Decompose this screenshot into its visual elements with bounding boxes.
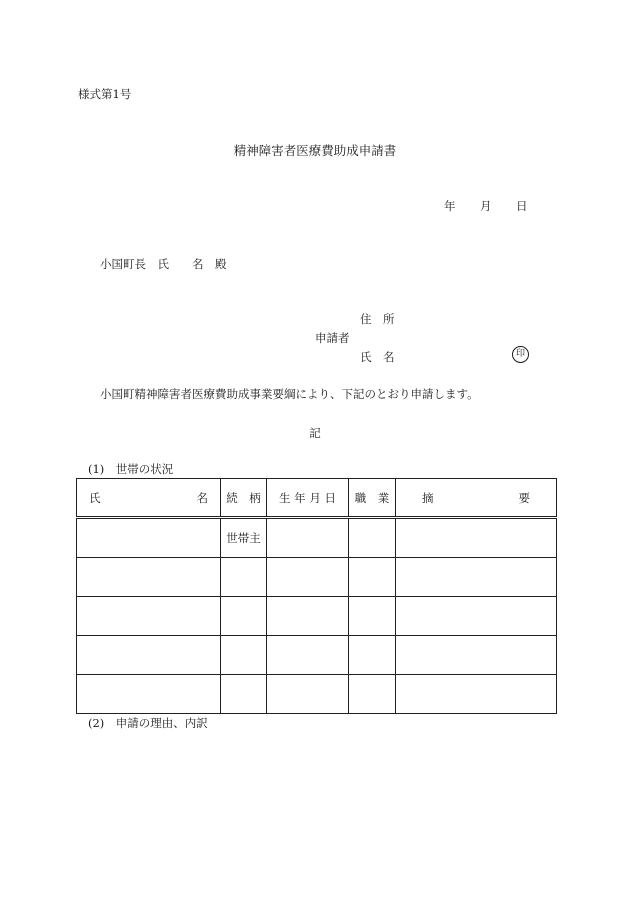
date-month-label: 月: [480, 199, 492, 213]
table-row: [77, 597, 557, 636]
cell-name[interactable]: [77, 636, 221, 675]
cell-name[interactable]: [77, 558, 221, 597]
cell-occupation[interactable]: [349, 675, 396, 714]
cell-occupation[interactable]: [349, 558, 396, 597]
cell-birthdate[interactable]: [267, 636, 349, 675]
table-row: [77, 675, 557, 714]
cell-relation[interactable]: 世帯主: [221, 518, 267, 558]
table-row: [77, 636, 557, 675]
cell-occupation[interactable]: [349, 597, 396, 636]
cell-birthdate[interactable]: [267, 518, 349, 558]
header-name-right: 名: [196, 490, 208, 505]
applicant-name-label: 氏 名: [360, 350, 395, 364]
section2-heading: (2) 申請の理由、内訳: [88, 716, 208, 730]
header-name-left: 氏: [89, 490, 101, 505]
header-remarks-left: 摘: [422, 490, 434, 505]
table-row: [77, 558, 557, 597]
form-number: 様式第1号: [78, 87, 132, 101]
cell-remarks[interactable]: [396, 675, 557, 714]
header-name: [77, 479, 221, 518]
cell-relation[interactable]: [221, 636, 267, 675]
header-occupation: 職 業: [349, 479, 396, 518]
cell-name[interactable]: [77, 518, 221, 558]
cell-name[interactable]: [77, 675, 221, 714]
cell-birthdate[interactable]: [267, 597, 349, 636]
seal-mark: 印: [512, 346, 529, 363]
cell-remarks[interactable]: [396, 597, 557, 636]
header-birthdate: 生 年 月 日: [267, 479, 349, 518]
cell-occupation[interactable]: [349, 518, 396, 558]
application-statement: 小国町精神障害者医療費助成事業要綱により、下記のとおり申請します。: [100, 387, 479, 401]
document-title: 精神障害者医療費助成申請書: [233, 143, 397, 158]
cell-relation[interactable]: [221, 558, 267, 597]
addressee: 小国町長 氏 名 殿: [100, 257, 227, 271]
cell-birthdate[interactable]: [267, 558, 349, 597]
applicant-label: 申請者: [315, 331, 350, 345]
household-table: [76, 478, 557, 714]
cell-relation[interactable]: [221, 675, 267, 714]
table-row: [77, 518, 557, 558]
cell-occupation[interactable]: [349, 636, 396, 675]
cell-relation[interactable]: [221, 597, 267, 636]
cell-remarks[interactable]: [396, 558, 557, 597]
address-label: 住 所: [360, 312, 395, 326]
date-day-label: 日: [516, 199, 528, 213]
date-year-label: 年: [444, 199, 456, 213]
cell-name[interactable]: [77, 597, 221, 636]
header-relation: 続 柄: [221, 479, 267, 518]
cell-remarks[interactable]: [396, 518, 557, 558]
cell-remarks[interactable]: [396, 636, 557, 675]
cell-birthdate[interactable]: [267, 675, 349, 714]
header-remarks: [396, 479, 557, 518]
header-remarks-right: 要: [518, 490, 530, 505]
household-table-header: [77, 479, 557, 518]
ki-mark: 記: [309, 426, 321, 440]
section1-heading: (1) 世帯の状況: [88, 462, 174, 476]
